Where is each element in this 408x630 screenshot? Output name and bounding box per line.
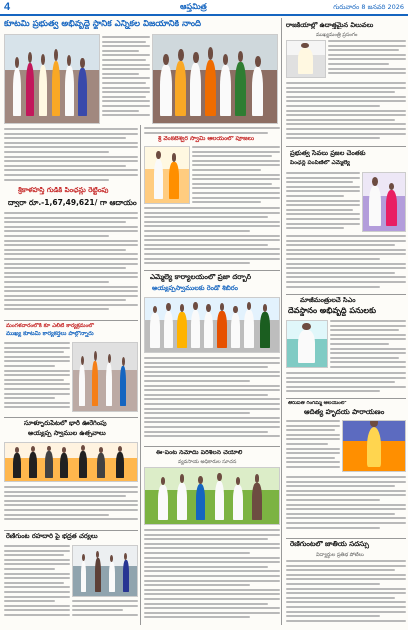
col2-story2-subheadline: అయ్యప్పస్వాములకు రెండో శిబిరం — [152, 285, 238, 292]
row-rule — [4, 530, 138, 531]
col1-story4-text — [4, 486, 138, 526]
col1-story3-headline: మంగళవారంలోకి కూ ఎలీటి కార్యక్రమంలో — [6, 323, 94, 329]
col3-story4-subheadline: ఆదిత్య హృదయ పారాయణం — [304, 409, 385, 416]
row-rule — [4, 320, 138, 321]
col1-story4-photo — [4, 442, 138, 482]
col1-story2-text — [4, 212, 138, 316]
col2-lead-text — [144, 127, 280, 135]
lead-headline: కూటమి ప్రభుత్వ అభివృద్ధే స్థానిక ఎన్నికల విజయానికి నాంది — [4, 20, 202, 29]
newspaper-name: ఆప్తమిత్ర — [180, 2, 207, 11]
col3-story5-headline: రేణిగుంటలో జాతీయ సదస్సు — [290, 541, 369, 548]
col1-story4-headline: సూళ్ళూరుపేటలో భారీ ఊరేగింపు — [24, 420, 107, 427]
col3-story4-photo — [342, 420, 406, 472]
col2-story2-headline: ఎమ్మెల్యే కార్యాలయంలో ప్రజా దర్బార్ — [150, 274, 252, 281]
col3-story3-text — [330, 320, 406, 372]
row-rule — [144, 270, 280, 271]
col2-story1-text-b — [144, 207, 280, 267]
col3-story1-text-b — [286, 82, 406, 142]
col1-story2-subheadline: ద్వారా రూ.-1,67,49,621/ గా ఆదాయం — [8, 199, 137, 207]
col1-story5-headline: రేణిగుంట రహదారి పై భద్రత చర్యలు — [6, 533, 98, 540]
issue-date: గురువారం 8 జనవరి 2026 — [333, 3, 404, 11]
col3-story4-text — [286, 420, 340, 472]
col3-story1-subheadline: ముఖ్యమంత్రి ప్రసంగం — [316, 32, 358, 38]
col2-story3-headline: ఈ-పంట నమోదు పరిశీలన చేయాలి — [156, 450, 243, 456]
col3-story3-headline: మాజీమంత్రులచే సీఎం — [300, 297, 356, 304]
col2-story2-text — [144, 357, 280, 441]
col3-story1-headline: రాజకీయాల్లో ఉదాత్తమైన విలువలు — [286, 22, 374, 29]
col3-story1-photo — [286, 40, 326, 78]
col2-story1-text — [192, 146, 280, 206]
col3-story5-text — [286, 560, 406, 624]
lead-photo-right — [152, 34, 278, 124]
col1-story3-photo — [72, 342, 138, 412]
row-rule — [286, 294, 406, 295]
col2-story1-photo — [144, 146, 190, 204]
col3-story2-photo — [362, 172, 406, 232]
col3-story3-text-b — [286, 372, 406, 396]
row-rule — [144, 446, 280, 447]
col3-story2-subheadline: పింఛన్ల పంపిణీలో ఎమ్మెల్యే — [290, 160, 350, 166]
col2-story3-text — [144, 529, 280, 625]
lead-body-text — [102, 36, 150, 124]
lead-photo — [4, 34, 100, 124]
column-rule — [281, 18, 282, 625]
col2-story3-subheadline: వ్యవసాయ అధికారుల సూచన — [178, 459, 237, 465]
col1-story4-subheadline: అయ్యప్ప స్వాముల ఉత్సవాలు — [28, 430, 106, 437]
col2-story1-headline: శ్రీ వెంకటేశ్వర స్వామి ఆలయంలో పూజలు — [158, 136, 255, 142]
col1-story5-photo — [72, 545, 138, 597]
col1-story1-text — [4, 128, 138, 184]
col2-story3-photo — [144, 467, 280, 525]
masthead — [0, 0, 408, 16]
row-rule — [286, 398, 406, 399]
col1-story5-text-b — [72, 600, 138, 624]
col3-story3-photo — [286, 320, 328, 368]
col3-story2-text — [286, 172, 360, 232]
col3-story5-subheadline: విద్యార్థుల ప్రతిభ పోటీలు — [316, 552, 364, 558]
col3-story4-headline: తిరుపతి గంగమ్మ ఆలయంలో — [288, 401, 347, 406]
column-rule — [140, 125, 141, 625]
col3-story3-subheadline: దేవస్థానం అభివృద్ధి పనులకు — [288, 307, 377, 315]
col3-story2-headline: ప్రభుత్వ సేవలు ప్రజల చెంతకు — [290, 150, 366, 157]
col1-story3-subheadline: ముఖ్య కూటమి కార్యకర్తలు పాల్గొన్నారు — [6, 331, 94, 337]
col2-story2-photo — [144, 297, 280, 353]
row-rule — [4, 417, 138, 418]
col1-story3-text — [4, 342, 70, 414]
row-rule — [286, 538, 406, 539]
row-rule — [286, 146, 406, 147]
col1-story5-text — [4, 545, 70, 623]
col3-story1-text — [328, 40, 406, 80]
page-number: 4 — [4, 1, 11, 13]
col1-story2-headline: శ్రీకాళహస్తి గుడికి పింఛన్లు రెట్టింపు — [18, 187, 109, 194]
col3-story2-text-b — [286, 235, 406, 291]
col3-story4-text-b — [286, 476, 406, 536]
